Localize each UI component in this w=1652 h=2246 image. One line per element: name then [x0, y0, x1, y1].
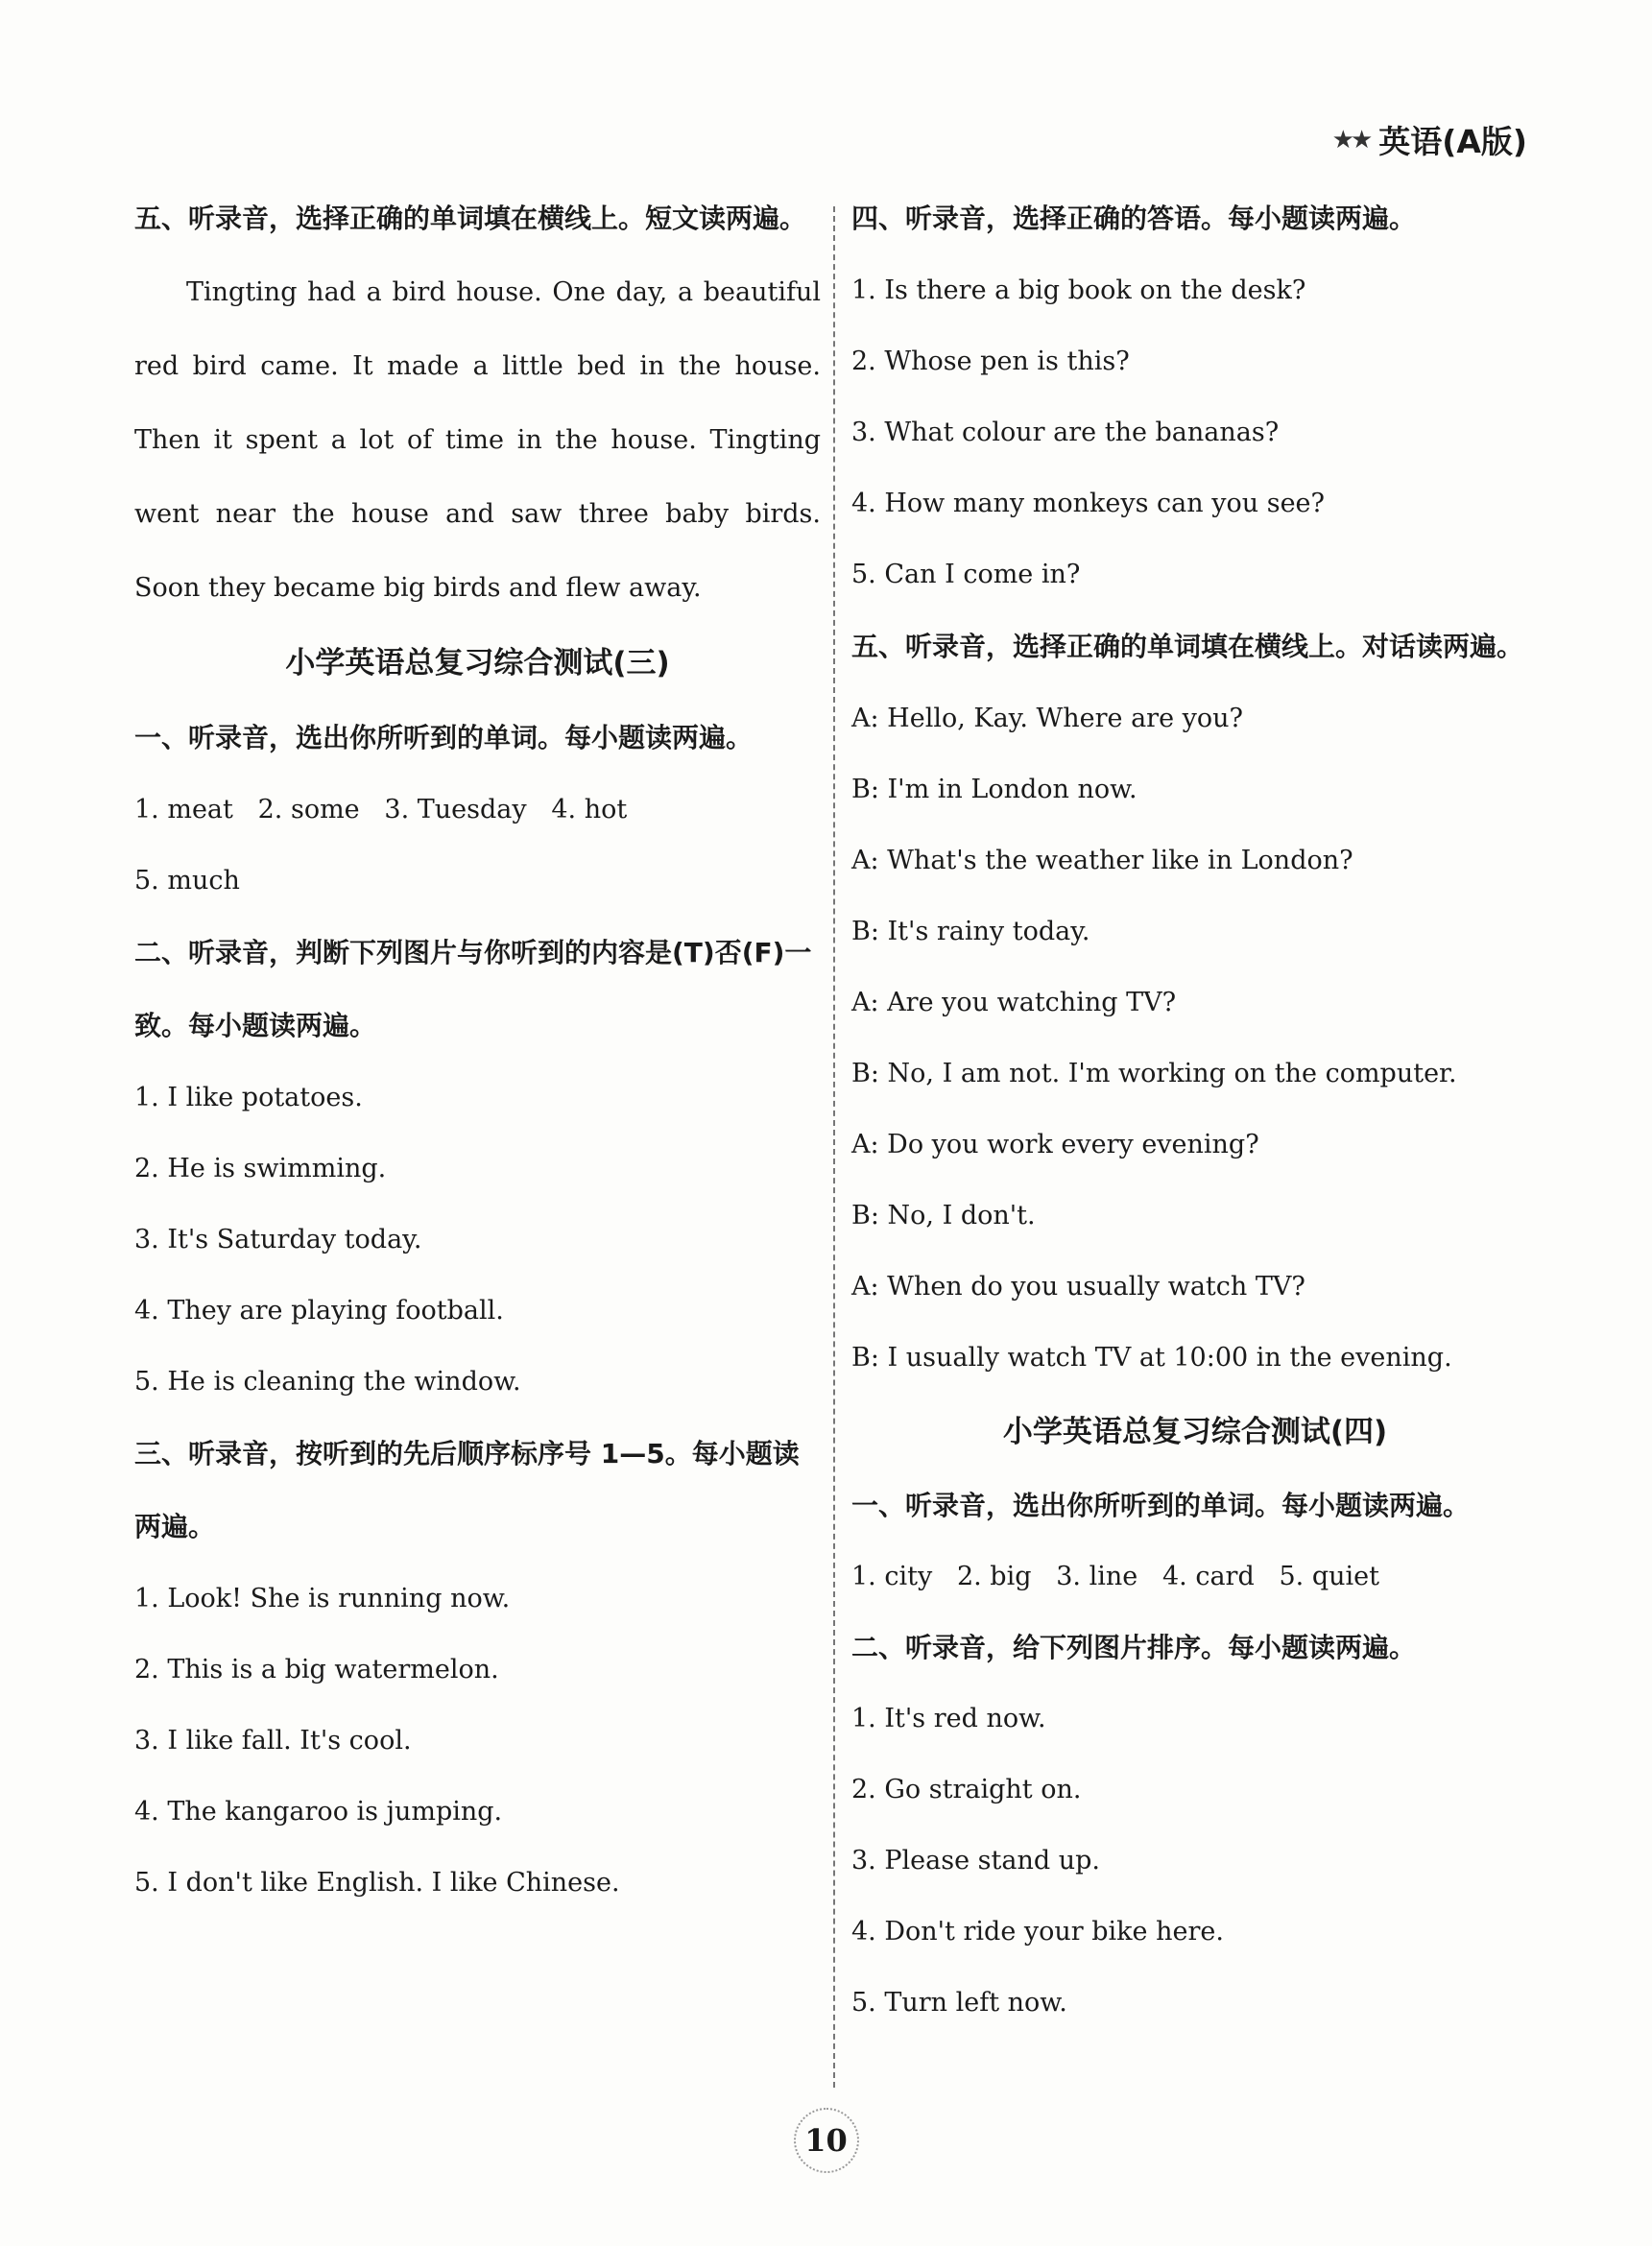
- test-title: 小学英语总复习综合测试(四): [1002, 1415, 1388, 1449]
- list-item: 1. I like potatoes.: [134, 1083, 363, 1112]
- dialogue-line: B: I usually watch TV at 10:00 in the evening.: [851, 1343, 1452, 1373]
- dialogue-line: B: No, I am not. I'm working on the computer.: [851, 1059, 1457, 1088]
- section-heading: 二、听录音，给下列图片排序。每小题读两遍。: [851, 1632, 1417, 1663]
- list-item: 3. What colour are the bananas?: [851, 418, 1280, 447]
- right-column: [851, 182, 1539, 2039]
- section-heading: 一、听录音，选出你所听到的单词。每小题读两遍。: [851, 1490, 1471, 1521]
- star-icon: ★★: [1331, 125, 1370, 155]
- list-item: 2. Go straight on.: [851, 1775, 1082, 1804]
- passage-text: Tingting had a bird house. One day, a beautiful red bird came. It made a little bed in the house. Then it spent a lot of time in the house. Tingting went near the house and saw three baby birds. Soon they became big birds and flew away.: [134, 277, 821, 603]
- list-item: 3. Please stand up.: [851, 1846, 1100, 1876]
- word-list: 5. much: [134, 866, 240, 896]
- dialogue-line: A: When do you usually watch TV?: [851, 1272, 1305, 1302]
- test-title: 小学英语总复习综合测试(三): [285, 646, 670, 681]
- section-heading: 五、听录音，选择正确的单词填在横线上。短文读两遍。: [134, 203, 807, 234]
- section-heading: 一、听录音，选出你所听到的单词。每小题读两遍。: [134, 722, 754, 753]
- column-divider: [833, 206, 835, 2088]
- list-item: 5. I don't like English. I like Chinese.: [134, 1868, 620, 1898]
- list-item: 4. Don't ride your bike here.: [851, 1917, 1224, 1947]
- list-item: 4. They are playing football.: [134, 1296, 504, 1326]
- section-heading: 三、听录音，按听到的先后顺序标序号 1—5。每小题读两遍。: [134, 1438, 800, 1542]
- dialogue-line: B: It's rainy today.: [851, 917, 1090, 946]
- dialogue-line: B: No, I don't.: [851, 1201, 1036, 1231]
- section-heading: 二、听录音，判断下列图片与你听到的内容是(T)否(F)一致。每小题读两遍。: [134, 937, 812, 1041]
- list-item: 5. Can I come in?: [851, 560, 1081, 589]
- section-heading: 四、听录音，选择正确的答语。每小题读两遍。: [851, 203, 1417, 234]
- list-item: 3. It's Saturday today.: [134, 1225, 422, 1254]
- word-list: 1. city 2. big 3. line 4. card 5. quiet: [851, 1562, 1379, 1591]
- dialogue-line: A: Hello, Kay. Where are you?: [851, 704, 1244, 733]
- dialogue-line: A: Are you watching TV?: [851, 988, 1177, 1017]
- list-item: 1. Is there a big book on the desk?: [851, 275, 1306, 305]
- dialogue-line: B: I'm in London now.: [851, 775, 1137, 804]
- list-item: 1. It's red now.: [851, 1704, 1046, 1733]
- list-item: 5. Turn left now.: [851, 1988, 1067, 2018]
- list-item: 5. He is cleaning the window.: [134, 1367, 521, 1397]
- list-item: 2. This is a big watermelon.: [134, 1655, 499, 1684]
- section-heading: 五、听录音，选择正确的单词填在横线上。对话读两遍。: [851, 631, 1524, 662]
- page-header: [1332, 117, 1527, 162]
- list-item: 1. Look! She is running now.: [134, 1584, 511, 1613]
- dialogue-line: A: What's the weather like in London?: [851, 846, 1353, 875]
- list-item: 2. Whose pen is this?: [851, 346, 1130, 376]
- list-item: 4. The kangaroo is jumping.: [134, 1797, 503, 1827]
- word-list: 1. meat 2. some 3. Tuesday 4. hot: [134, 795, 628, 824]
- list-item: 3. I like fall. It's cool.: [134, 1726, 412, 1756]
- subject-label: 英语(A版): [1378, 123, 1527, 160]
- list-item: 2. He is swimming.: [134, 1154, 387, 1183]
- left-column: [134, 182, 821, 1919]
- dialogue-line: A: Do you work every evening?: [851, 1130, 1259, 1159]
- list-item: 4. How many monkeys can you see?: [851, 489, 1326, 518]
- page-number: 10: [794, 2108, 859, 2173]
